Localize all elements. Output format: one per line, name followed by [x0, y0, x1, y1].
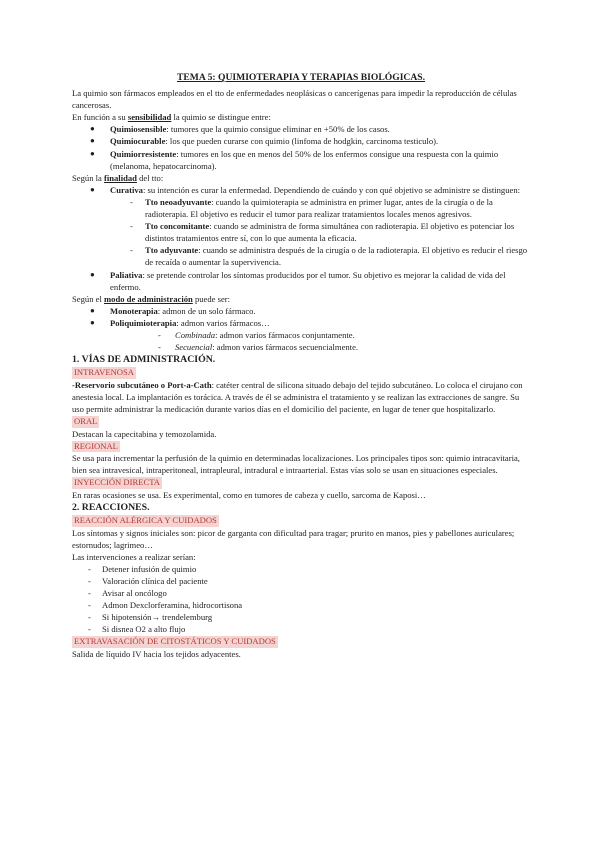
modo-list — [72, 305, 530, 329]
sensibilidad-intro: En función a su sensibilidad la quimio se distingue entre: — [72, 112, 271, 123]
list-item: - Avisar al oncólogo — [88, 587, 167, 598]
bullet-icon: ● — [90, 148, 95, 158]
finalidad-list — [72, 184, 530, 196]
curativa-sublist — [72, 196, 530, 269]
sub-list-item: - Tto adyuvante: cuando se administra después de la cirugía o de la radioterapia. El objetivo es reducir el riesgo de recaída o aumentar la supervivencia. — [130, 245, 528, 268]
bullet-icon: ● — [90, 184, 95, 194]
intervenciones-list — [72, 563, 530, 636]
section-heading-vias: 1. VÍAS DE ADMINISTRACIÓN. — [72, 354, 216, 366]
regional-paragraph: Se usa para incrementar la perfusión de la quimio en determinadas localizaciones. Los principales tipos son: quimio intracavitaria, bien sea intravesical, intraperitoneal, intrapleural, intradural e intraarterial. Estas vías solo se usan en situaciones especiales. — [72, 453, 520, 476]
subheading-oral: ORAL — [74, 416, 98, 427]
sensibilidad-keyword: sensibilidad — [127, 112, 172, 123]
modo-intro: Según el modo de administración puede ser: — [72, 293, 231, 304]
bullet-icon: ● — [90, 317, 95, 327]
subheading-extravasacion: EXTRAVASACIÓN DE CITOSTÁTICOS Y CUIDADOS — [74, 636, 276, 647]
list-item: ● Curativa: su intención es curar la enfermedad. Dependiendo de cuándo y con qué objetivo se administre se distinguen: — [90, 184, 521, 195]
bullet-icon: ● — [90, 124, 95, 134]
list-item: - Admon Dexclorferamina, hidrocortisona — [88, 600, 243, 611]
finalidad-keyword: finalidad — [103, 172, 137, 183]
subheading-reaccion-alergica: REACCIÓN ALÉRGICA Y CUIDADOS — [74, 515, 217, 525]
subheading-intravenosa: INTRAVENOSA — [74, 367, 135, 378]
sensibilidad-list — [72, 123, 530, 171]
section-heading-reacciones: 2. REACCIONES. — [72, 501, 150, 513]
bullet-icon: ● — [90, 305, 95, 315]
list-item: - Si hipotensión→ trendelemburg — [88, 612, 213, 623]
list-item: ● Monoterapia: admon de un solo fármaco. — [90, 305, 256, 316]
list-item: ● Quimiocurable: los que pueden curarse con quimio (linfoma de hodgkin, carcinoma testiculo). — [90, 136, 439, 147]
intervenciones-intro: Las intervenciones a realizar serían: — [72, 551, 196, 562]
finalidad-intro: Según la finalidad del tto: — [72, 172, 164, 183]
oral-paragraph: Destacan la capecitabina y temozolamida. — [72, 428, 217, 439]
sub-list-item: - Tto neoadyuvante: cuando la quimioterapia se administra en primer lugar, antes de la cirugía o de la radioterapia. El objetivo es reducir el tumor para realizar tratamientos locales menos agresivos. — [130, 196, 493, 220]
sub-list-item: - Tto concomitante: cuando se administra de forma simultánea con radioterapia. El objetivo es potenciar los distintos tratamientos entre sí, con lo que aumenta la eficacia. — [130, 221, 515, 244]
sintomas-paragraph: Los síntomas y signos iniciales son: picor de garganta con dificultad para tragar; prurito en manos, pies y pabellones auriculares; estornudos; lagrimeo… — [72, 527, 515, 550]
directa-paragraph: En raras ocasiones se usa. Es experimental, como en tumores de cabeza y cuello, sarcoma de Kaposi… — [72, 489, 426, 500]
extravasacion-paragraph: Salida de líquido IV hacia los tejidos adyacentes. — [72, 648, 241, 659]
list-item: ● Paliativa: se pretende controlar los síntomas producidos por el tumor. Su objetivo es mejorar la calidad de vida del enfermo. — [90, 269, 506, 292]
page-title: TEMA 5: QUIMIOTERAPIA Y TERAPIAS BIOLÓGICAS. — [176, 72, 426, 83]
bullet-icon: ● — [90, 269, 95, 279]
list-item: - Valoración clínica del paciente — [88, 575, 208, 586]
paliativa-list — [72, 269, 530, 293]
modo-keyword: modo de administración — [103, 293, 193, 304]
bullet-icon: ● — [90, 136, 95, 146]
list-item: ● Quimiosensible: tumores que la quimio consigue eliminar en +50% de los casos. — [90, 124, 390, 135]
poli-sublist — [72, 329, 530, 353]
subheading-regional: REGIONAL — [74, 440, 118, 451]
list-item: ● Quimiorresistente: tumores en los que en menos del 50% de los enfermos consigue una respuesta con la quimio (melanoma, hepatocarcinoma). — [90, 148, 499, 171]
sub-list-item: - Combinada: admon varios fármacos conjuntamente. — [158, 329, 355, 340]
list-item: - Si disnea O2 a alto flujo — [88, 624, 186, 635]
subheading-inyeccion-directa: INYECCIÓN DIRECTA — [74, 477, 160, 488]
sub-list-item: - Secuencial: admon varios fármacos secuencialmente. — [158, 342, 359, 353]
list-item: - Detener infusión de quimio — [88, 563, 197, 574]
intro-paragraph: La quimio son fármacos empleados en el tto de enfermedades neoplásicas o cancerígenas para impedir la reproducción de células cancerosas. — [72, 88, 517, 111]
list-item: ● Poliquimioterapia: admon varios fármacos… — [90, 317, 270, 328]
reservorio-paragraph: -Reservorio subcutáneo o Port-a-Cath: catéter central de silicona situado debajo del tejido subcutáneo. Lo coloca el cirujano con anestesia local. La implantación es torácica. A través de él se administra el tratamiento y se realizan las extracciones de sangre. Su uso permite administrar la medicación durante varios días en el domicilio del paciente, en lugar de tener que hospitalizarlo. — [72, 379, 523, 414]
